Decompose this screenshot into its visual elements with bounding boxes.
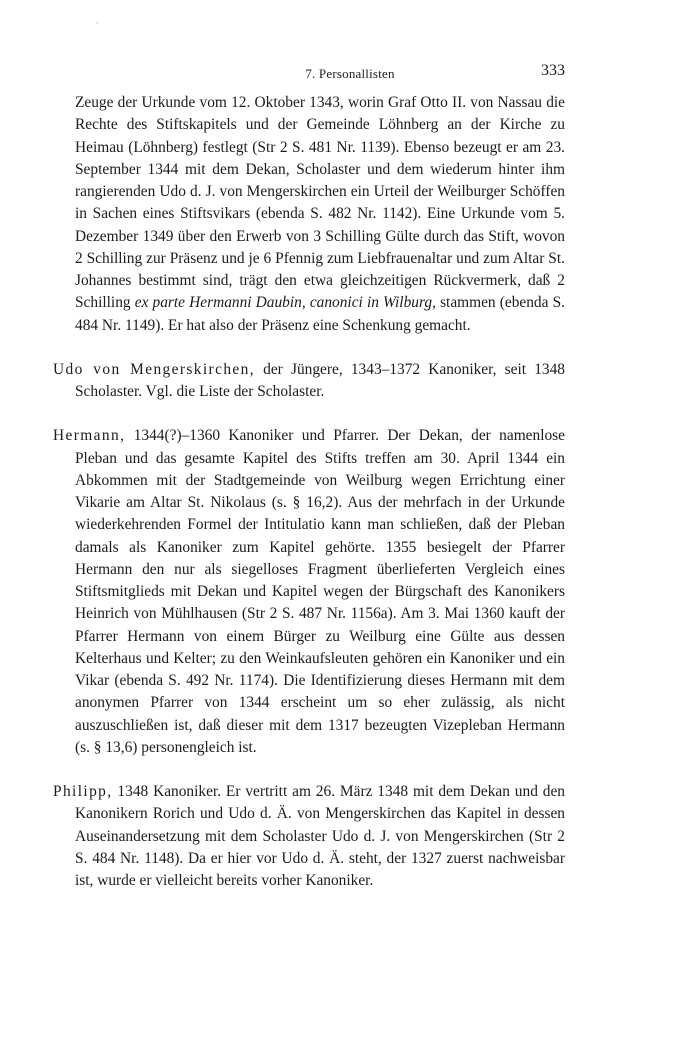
entry-hermann xyxy=(53,425,566,759)
running-header xyxy=(40,62,660,84)
entry-text: 1344(?)–1360 Kanoniker und Pfarrer. Der Dekan, der namenlose Pleban und das gesamte Kapitel des Stifts treffen am 30. April 1344 ein Abkommen mit der Stadtgemeinde von Weilburg wegen Errichtung einer Vikarie am Altar St. Nikolaus (s. § 16,2). Aus der mehrfach in der Urkunde wiederkehrenden Formel der Intitulatio kann man schließen, daß der Pleban damals als Kanoniker zum Kapitel gehörte. 1355 besiegelt der Pfarrer Hermann den nur als siegelloses Fragment überlieferten Vergleich eines Stiftsmitglieds mit Dekan und Kapitel wegen der Bürgschaft des Kanonikers Heinrich von Mühlhausen (Str 2 S. 487 Nr. 1156a). Am 3. Mai 1360 kauft der Pfarrer Hermann von einem Bürger zu Weilburg eine Gülte aus dessen Kelterhaus und Kelter; zu den Weinkaufsleuten gehören ein Kanoniker und ein Vikar (ebenda S. 492 Nr. 1174). Die Identifizierung dieses Hermann mit dem anonymen Pfarrer von 1344 erscheint um so eher zulässig, als nicht auszuschließen ist, daß dieser mit dem 1317 bezeugten Vizepleban Hermann (s. § 13,6) personengleich ist. xyxy=(75,427,566,756)
continuation-paragraph xyxy=(75,92,565,337)
entry-name: Hermann, xyxy=(53,427,126,445)
entry-text: 1348 Kanoniker. Er vertritt am 26. März 1348 mit dem Dekan und den Kanonikern Rorich und Udo d. Ä. von Mengerskirchen das Kapitel in dessen Auseinandersetzung mit dem Scholaster Udo d. J. von Mengerskirchen (Str 2 S. 484 Nr. 1148). Da er hier vor Udo d. Ä. steht, der 1327 zuerst nachweisbar ist, wurde er vielleicht bereits vorher Kanoniker. xyxy=(75,783,565,889)
continuation-text-part1: Zeuge der Urkunde vom 12. Oktober 1343, worin Graf Otto II. von Nassau die Rechte des Stiftskapitels und der Gemeinde Löhnberg an der Kirche zu Heimau (Löhnberg) festlegt (Str 2 S. 481 Nr. 1139). Ebenso bezeugt er am 23. September 1344 mit dem Dekan, Scholaster und dem wiederum hinter ihm rangierenden Udo d. J. von Mengerskirchen ein Urteil der Weilburger Schöffen in Sachen eines Stiftsvikars (ebenda S. 482 Nr. 1142). Eine Urkunde vom 5. Dezember 1349 über den Erwerb von 3 Schilling Gülte durch das Stift, wovon 2 Schilling zur Präsenz und je 6 Pfennig zum Liebfrauenaltar und zum Altar St. Johannes bestimmt sind, trägt den etwa gleichzeitigen Rückvermerk, daß 2 Schilling xyxy=(75,94,565,312)
paper-speck xyxy=(96,22,98,24)
continuation-text-part2: stammen (ebenda S. 484 Nr. 1149). Er hat also der Präsenz eine Schenkung gemacht. xyxy=(75,294,565,334)
entry-udo xyxy=(53,359,565,404)
latin-quotation: ex parte Hermanni Daubin, canonici in Wilburg, xyxy=(134,294,436,312)
entry-philipp xyxy=(53,781,565,892)
entry-name: Philipp, xyxy=(53,783,113,800)
running-title: 7. Personallisten xyxy=(305,66,395,81)
page-number: 333 xyxy=(541,62,565,79)
entry-name: Udo von Mengerskirchen, xyxy=(53,360,255,378)
body-text xyxy=(53,92,566,892)
entry-text: der Jüngere, 1343–1372 Kanoniker, seit 1348 Scholaster. Vgl. die Liste der Scholaster. xyxy=(75,360,565,400)
